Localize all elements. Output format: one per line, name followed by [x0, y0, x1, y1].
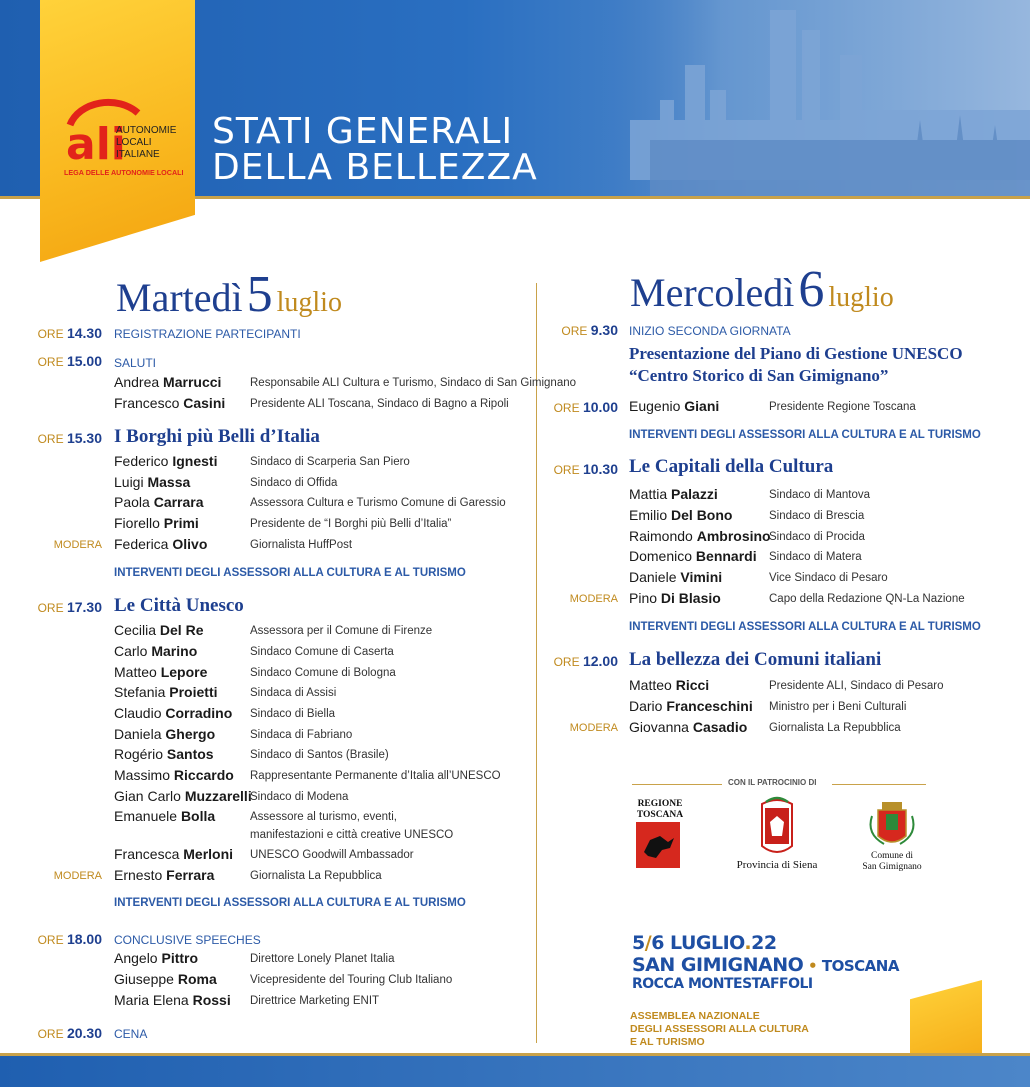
saluti-label: SALUTI — [114, 356, 157, 370]
svg-text:San Gimignano: San Gimignano — [862, 862, 922, 872]
person-name: Emanuele Bolla — [114, 808, 216, 824]
person-name: Luigi Massa — [114, 474, 191, 490]
section-title-borghi: I Borghi più Belli d’Italia — [114, 426, 320, 447]
registration-label: REGISTRAZIONE PARTECIPANTI — [114, 327, 301, 341]
person-role: Direttrice Marketing ENIT — [250, 995, 380, 1007]
day1-heading: Martedì 5 luglio — [116, 266, 342, 323]
section-title-capitali: Le Capitali della Cultura — [629, 456, 834, 477]
presentation-line-2: “Centro Storico di San Gimignano” — [629, 366, 889, 385]
person-name: Gian Carlo Muzzarelli — [114, 788, 252, 804]
person-role: Sindaco Comune di Bologna — [250, 667, 396, 679]
person-role: Giornalista La Repubblica — [250, 870, 382, 882]
svg-text:ali: ali — [66, 119, 126, 170]
page-title — [212, 111, 538, 188]
interventi-note: INTERVENTI DEGLI ASSESSORI ALLA CULTURA E AL TURISMO — [114, 567, 466, 579]
title-line-2: DELLA BELLEZZA — [212, 147, 538, 188]
person-name: Andrea Marrucci — [114, 374, 222, 390]
section-title-unesco: Le Città Unesco — [114, 595, 244, 616]
patronage-heading: CON IL PATROCINIO DI — [632, 778, 926, 790]
person-role: UNESCO Goodwill Ambassador — [250, 849, 414, 861]
cena-label: CENA — [114, 1027, 148, 1041]
interventi-note: INTERVENTI DEGLI ASSESSORI ALLA CULTURA E AL TURISMO — [629, 621, 981, 633]
person-name: Giuseppe Roma — [114, 971, 217, 987]
interventi-note: INTERVENTI DEGLI ASSESSORI ALLA CULTURA E AL TURISMO — [114, 897, 466, 909]
moderator-label: MODERA — [569, 593, 618, 605]
svg-text:LEGA DELLE AUTONOMIE LOCALI: LEGA DELLE AUTONOMIE LOCALI — [64, 168, 184, 177]
person-name: Francesco Casini — [114, 395, 226, 411]
assembly-text: ASSEMBLEA NAZIONALE DEGLI ASSESSORI ALLA CULTURA E AL TURISMO — [630, 1010, 809, 1048]
time-14-30: ORE 14.30 — [37, 325, 102, 341]
time-17-30: ORE 17.30 — [37, 599, 102, 615]
person-name: Matteo Ricci — [629, 677, 710, 693]
person-role: Rappresentante Permanente d’Italia all’UNESCO — [250, 770, 501, 782]
interventi-note: INTERVENTI DEGLI ASSESSORI ALLA CULTURA E AL TURISMO — [629, 429, 981, 441]
title-line-1: STATI GENERALI — [212, 111, 514, 152]
person-name: Raimondo Ambrosino — [629, 528, 771, 544]
section-title-bellezza: La bellezza dei Comuni italiani — [629, 649, 882, 670]
time-20-30: ORE 20.30 — [37, 1025, 102, 1041]
person-name: Rogério Santos — [114, 746, 214, 762]
person-role: Sindaco di Biella — [250, 708, 336, 720]
person-role: Sindaco di Brescia — [769, 510, 865, 522]
person-name: Daniele Vimini — [629, 569, 723, 585]
day2-heading: Mercoledì 6 luglio — [630, 261, 894, 318]
moderator-label: MODERA — [53, 870, 102, 882]
person-role: Sindaco di Santos (Brasile) — [250, 749, 389, 761]
svg-text:AUTONOMIE: AUTONOMIE — [116, 125, 177, 136]
person-role: Vice Sindaco di Pesaro — [769, 572, 888, 584]
person-name: Domenico Bennardi — [629, 548, 757, 564]
person-name: Cecilia Del Re — [114, 622, 204, 638]
person-role: Direttore Lonely Planet Italia — [250, 953, 395, 965]
person-role-continued: manifestazioni e città creative UNESCO — [250, 829, 454, 841]
person-role: Sindaco di Modena — [250, 791, 349, 803]
person-role: Sindaco di Procida — [769, 531, 865, 543]
time-10-00: ORE 10.00 — [553, 399, 618, 415]
person-name: Angelo Pittro — [114, 950, 199, 966]
person-name: Claudio Corradino — [114, 705, 233, 721]
time-12-00: ORE 12.00 — [553, 653, 618, 669]
person-name: Daniela Ghergo — [114, 726, 216, 742]
person-role: Sindaca di Assisi — [250, 687, 337, 699]
person-name: Ernesto Ferrara — [114, 867, 215, 883]
svg-text:ITALIANE: ITALIANE — [116, 149, 160, 160]
person-role: Assessora Cultura e Turismo Comune di Garessio — [250, 497, 506, 509]
time-15-30: ORE 15.30 — [37, 430, 102, 446]
time-18-00: ORE 18.00 — [37, 931, 102, 947]
ali-logo — [60, 95, 190, 185]
person-name: Mattia Palazzi — [629, 486, 718, 502]
event-venue: ROCCA MONTESTAFFOLI — [632, 976, 813, 992]
time-9-30: ORE 9.30 — [561, 322, 618, 338]
inizio-label: INIZIO SECONDA GIORNATA — [629, 324, 791, 338]
person-name: Eugenio Giani — [629, 398, 720, 414]
person-name: Carlo Marino — [114, 643, 198, 659]
time-10-30: ORE 10.30 — [553, 461, 618, 477]
person-name: Maria Elena Rossi — [114, 992, 231, 1008]
person-role: Sindaco Comune di Caserta — [250, 646, 394, 658]
person-role: Sindaca di Fabriano — [250, 729, 353, 741]
svg-text:Provincia di Siena: Provincia di Siena — [736, 859, 818, 871]
person-name: Dario Franceschini — [629, 698, 753, 714]
person-role: Presidente ALI, Sindaco di Pesaro — [769, 680, 944, 692]
svg-text:TOSCANA: TOSCANA — [636, 810, 684, 820]
person-name: Francesca Merloni — [114, 846, 234, 862]
moderator-label: MODERA — [53, 539, 102, 551]
person-name: Pino Di Blasio — [629, 590, 721, 606]
event-dates: 5/6 LUGLIO.22 — [632, 932, 777, 954]
person-name: Paola Carrara — [114, 494, 204, 510]
presentation-line-1: Presentazione del Piano di Gestione UNESCO — [629, 344, 963, 363]
provincia-di-siena-logo — [722, 796, 832, 872]
san-gimignano-skyline-image — [590, 0, 1030, 196]
person-role: Presidente de “I Borghi più Belli d’Italia” — [250, 518, 452, 530]
person-name: Giovanna Casadio — [629, 719, 748, 735]
person-name: Federica Olivo — [114, 536, 208, 552]
person-role: Assessore al turismo, eventi, — [250, 811, 398, 823]
moderator-label: MODERA — [569, 722, 618, 734]
person-role: Sindaco di Offida — [250, 477, 338, 489]
svg-text:LOCALI: LOCALI — [116, 137, 152, 148]
person-role: Giornalista La Repubblica — [769, 722, 901, 734]
footer-banner — [0, 1056, 1030, 1087]
person-role: Sindaco di Matera — [769, 551, 862, 563]
regione-toscana-logo — [630, 796, 690, 872]
person-name: Matteo Lepore — [114, 664, 208, 680]
person-name: Emilio Del Bono — [629, 507, 733, 523]
person-role: Sindaco di Mantova — [769, 489, 871, 501]
person-role: Presidente ALI Toscana, Sindaco di Bagno a Ripoli — [250, 398, 509, 410]
person-role: Capo della Redazione QN-La Nazione — [769, 593, 965, 605]
event-place: SAN GIMIGNANO • TOSCANA — [632, 954, 899, 976]
person-role: Presidente Regione Toscana — [769, 401, 916, 413]
svg-text:Comune di: Comune di — [871, 851, 913, 861]
time-15-00: ORE 15.00 — [37, 353, 102, 369]
person-role: Sindaco di Scarperia San Piero — [250, 456, 410, 468]
person-role: Vicepresidente del Touring Club Italiano — [250, 974, 453, 986]
person-name: Fiorello Primi — [114, 515, 199, 531]
person-name: Massimo Riccardo — [114, 767, 234, 783]
column-divider — [536, 283, 537, 1043]
person-role: Giornalista HuffPost — [250, 539, 353, 551]
event-info — [632, 932, 899, 992]
person-name: Federico Ignesti — [114, 453, 218, 469]
person-role: Ministro per i Beni Culturali — [769, 701, 907, 713]
svg-text:REGIONE: REGIONE — [637, 799, 683, 809]
conclusive-label: CONCLUSIVE SPEECHES — [114, 933, 261, 947]
person-role: Responsabile ALI Cultura e Turismo, Sindaco di San Gimignano — [250, 377, 577, 389]
comune-san-gimignano-logo — [850, 796, 940, 872]
person-role: Assessora per il Comune di Firenze — [250, 625, 433, 637]
person-name: Stefania Proietti — [114, 684, 218, 700]
